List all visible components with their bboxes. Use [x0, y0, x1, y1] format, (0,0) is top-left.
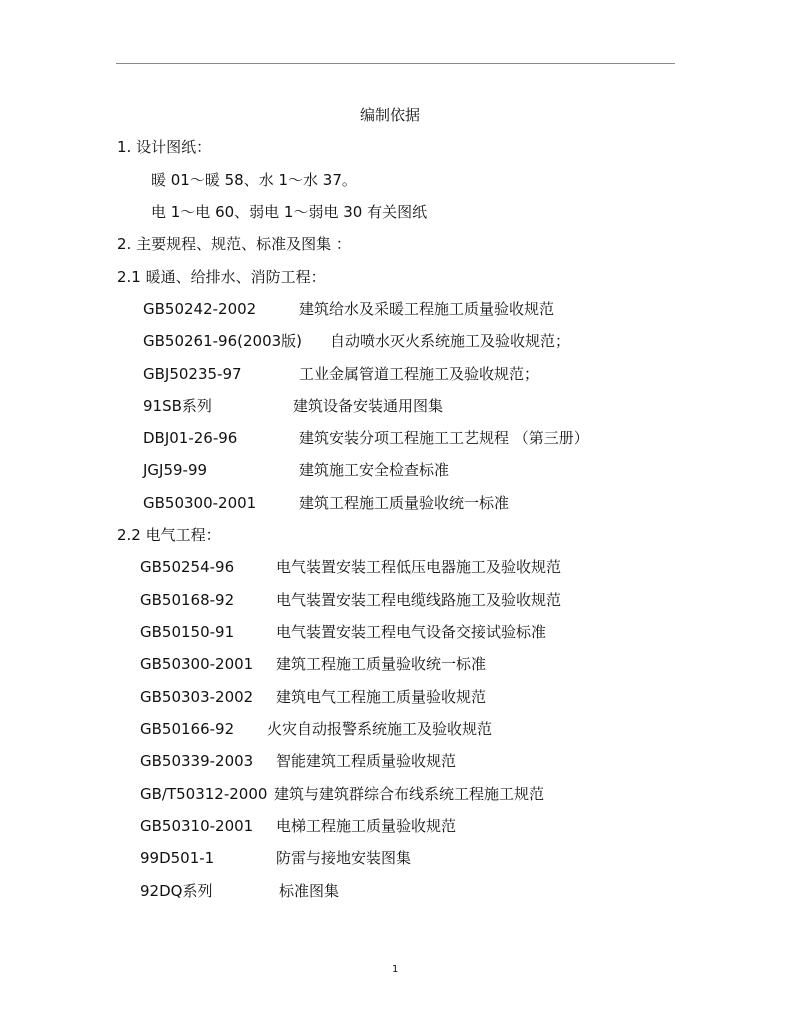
standard-code: 99D501-1 [140, 849, 215, 867]
page-number: 1 [392, 964, 399, 975]
standard-code: JGJ59-99 [143, 461, 208, 479]
standard-title: 建筑工程施工质量验收统一标准 [276, 655, 487, 673]
standard-title: 火灾自动报警系统施工及验收规范 [267, 720, 493, 738]
standard-title: 建筑与建筑群综合布线系统工程施工规范 [274, 785, 545, 803]
page-title: 编制依据 [360, 106, 421, 124]
standard-title: 工业金属管道工程施工及验收规范； [299, 365, 540, 383]
section-1-heading: 1. 设计图纸： [117, 138, 212, 156]
section-2-2-heading: 2.2 电气工程： [117, 526, 221, 544]
standard-code: GB/T50312-2000 [140, 785, 268, 803]
header-rule [116, 63, 675, 64]
standard-title: 电气装置安装工程电气设备交接试验标准 [276, 623, 547, 641]
standard-code: DBJ01-26-96 [143, 429, 238, 447]
standard-title: 建筑给水及采暖工程施工质量验收规范 [299, 300, 555, 318]
standard-title: 智能建筑工程质量验收规范 [276, 752, 457, 770]
standard-title: 建筑工程施工质量验收统一标准 [299, 494, 510, 512]
standard-title: 电气装置安装工程低压电器施工及验收规范 [276, 558, 562, 576]
standard-code: GB50261-96(2003版) [143, 332, 303, 350]
drawing-list-line: 暖 01～暖 58、水 1～水 37。 [151, 171, 357, 189]
standard-code: GB50254-96 [140, 558, 235, 576]
standard-title: 电梯工程施工质量验收规范 [276, 817, 457, 835]
standard-code: 91SB系列 [143, 397, 212, 415]
standard-code: GB50339-2003 [140, 752, 254, 770]
standard-code: GB50166-92 [140, 720, 235, 738]
drawing-list-line: 电 1～电 60、弱电 1～弱电 30 有关图纸 [151, 203, 428, 221]
section-2-heading: 2. 主要规程、规范、标准及图集 ： [117, 235, 351, 253]
standard-title: 建筑施工安全检查标准 [299, 461, 450, 479]
section-2-1-heading: 2.1 暖通、给排水、消防工程： [117, 268, 326, 286]
standard-code: GB50303-2002 [140, 688, 254, 706]
standard-code: GB50168-92 [140, 591, 235, 609]
standard-title: 防雷与接地安装图集 [276, 849, 412, 867]
standard-title: 自动喷水灭火系统施工及验收规范； [330, 332, 571, 350]
standard-code: GB50150-91 [140, 623, 235, 641]
standard-code: GB50300-2001 [140, 655, 254, 673]
standard-title: 建筑安装分项工程施工工艺规程 （第三册） [299, 429, 589, 447]
standard-title: 建筑设备安装通用图集 [293, 397, 444, 415]
standard-title: 建筑电气工程施工质量验收规范 [276, 688, 487, 706]
standard-code: GBJ50235-97 [143, 365, 242, 383]
standard-title: 标准图集 [279, 882, 340, 900]
standard-code: GB50310-2001 [140, 817, 254, 835]
standard-code: GB50242-2002 [143, 300, 257, 318]
standard-code: GB50300-2001 [143, 494, 257, 512]
standard-title: 电气装置安装工程电缆线路施工及验收规范 [276, 591, 562, 609]
standard-code: 92DQ系列 [140, 882, 213, 900]
